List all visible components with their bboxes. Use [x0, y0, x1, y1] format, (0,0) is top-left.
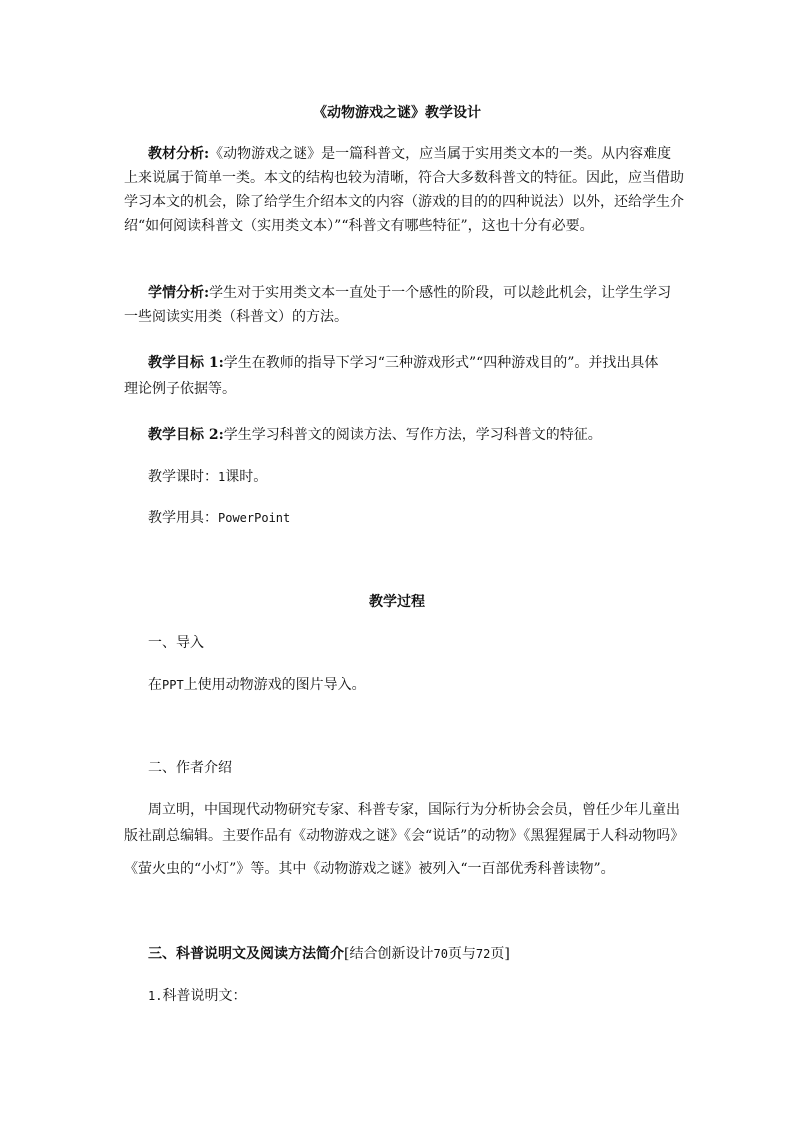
- student-analysis-text: 学生对于实用类文本一直处于一个感性的阶段，可以趁此机会，让学生学习: [209, 285, 672, 301]
- section-3-note-c: 页]: [490, 946, 510, 962]
- section-1-text-a: 在: [148, 677, 162, 693]
- section-3-note-p1: 70: [433, 947, 448, 961]
- material-analysis-text: 《动物游戏之谜》是一篇科普文，应当属于实用类文本的一类。从内容难度: [209, 146, 672, 162]
- section-3-heading-text: 三、科普说明文及阅读方法简介: [148, 946, 344, 962]
- item-1-text: 科普说明文：: [162, 988, 247, 1004]
- section-3-note-a: [结合创新设计: [344, 946, 434, 962]
- section-3-heading: [148, 944, 708, 964]
- goal-2-label: 教学目标 2:: [148, 427, 224, 443]
- document-title: 《动物游戏之谜》教学设计: [313, 105, 481, 121]
- student-analysis-line-2: 一些阅读实用类（科普文）的方法。: [124, 309, 348, 325]
- student-analysis-label: 学情分析:: [148, 285, 210, 301]
- section-1-heading: 一、导入: [148, 635, 204, 651]
- process-title: 教学过程: [369, 594, 425, 610]
- item-1: [148, 986, 708, 1006]
- author-line-1: 周立明，中国现代动物研究专家、科普专家，国际行为分析协会会员，曾任少年儿童出: [148, 802, 680, 818]
- section-2-heading: 二、作者介绍: [148, 760, 232, 776]
- section-3-note-b: 页与: [447, 946, 476, 962]
- teaching-tools-label: 教学用具：: [148, 510, 218, 526]
- teaching-tools-value: PowerPoint: [218, 511, 291, 525]
- item-1-number: 1.: [148, 989, 163, 1003]
- student-analysis-line-1: [148, 283, 708, 303]
- goal-1-line-2: 理论例子依据等。: [124, 381, 236, 397]
- material-analysis-line-1: [148, 144, 708, 164]
- author-line-3: 《萤火虫的“小灯”》等。其中《动物游戏之谜》被列入“一百部优秀科普读物”。: [124, 861, 615, 877]
- teaching-hours-value: 1: [218, 470, 226, 484]
- goal-2-line: [148, 425, 708, 445]
- teaching-hours: [148, 467, 708, 487]
- author-line-2: 版社副总编辑。主要作品有《动物游戏之谜》《会“说话”的动物》《黑猩猩属于人科动物吗》: [124, 828, 685, 844]
- goal-1-label: 教学目标 1:: [148, 355, 224, 371]
- goal-1-text: 学生在教师的指导下学习“三种游戏形式”“四种游戏目的”。并找出具体: [223, 355, 659, 371]
- section-1-text-b: 上使用动物游戏的图片导入。: [183, 677, 366, 693]
- teaching-hours-suffix: 课时。: [225, 469, 268, 485]
- teaching-hours-label: 教学课时：: [148, 469, 218, 485]
- goal-2-text: 学生学习科普文的阅读方法、写作方法，学习科普文的特征。: [223, 427, 602, 443]
- goal-1-line-1: [148, 353, 708, 373]
- material-analysis-line-4: 绍“如何阅读科普文（实用类文本）”“科普文有哪些特征”，这也十分有必要。: [124, 218, 594, 234]
- material-analysis-label: 教材分析:: [148, 146, 210, 162]
- section-1-text: [148, 675, 708, 695]
- teaching-tools: [148, 508, 708, 528]
- material-analysis-line-2: 上来说属于简单一类。本文的结构也较为清晰，符合大多数科普文的特征。因此，应当借助: [124, 170, 684, 186]
- section-1-text-ppt: PPT: [162, 678, 184, 692]
- material-analysis-line-3: 学习本文的机会，除了给学生介绍本文的内容（游戏的目的的四种说法）以外，还给学生介: [124, 194, 684, 210]
- section-3-note-p2: 72: [475, 947, 491, 961]
